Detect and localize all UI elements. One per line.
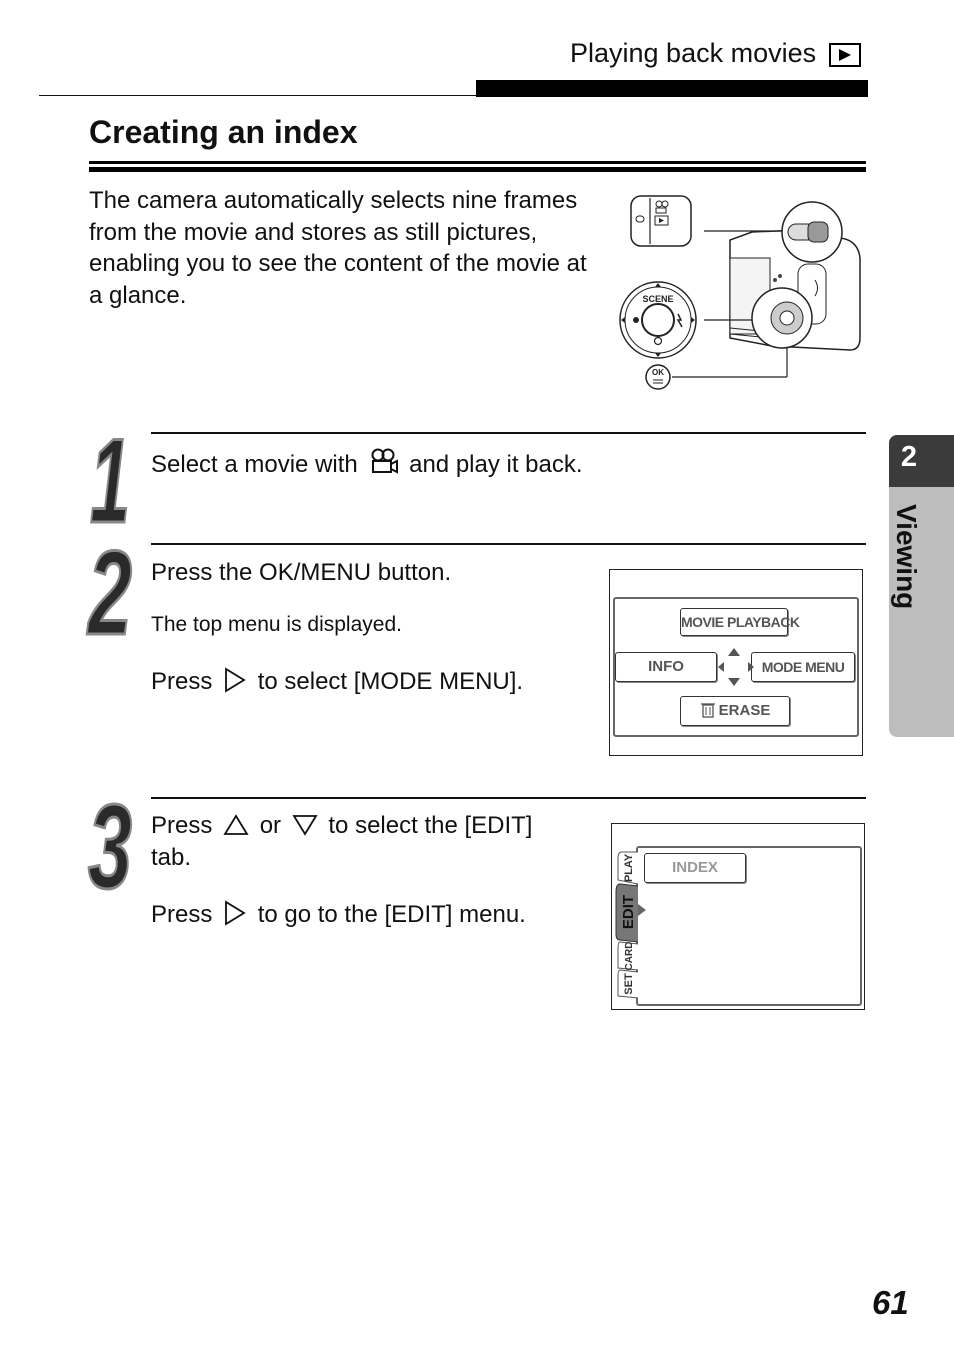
camera-body-icon <box>730 202 860 350</box>
step-3-rule <box>151 797 866 799</box>
intro-paragraph: The camera automatically selects nine frames from the movie and stores as still pictures, enabling you to see the content of the movie at a glance. <box>89 187 587 309</box>
step-1-text <box>151 448 583 479</box>
chapter-number: 2 <box>900 441 918 473</box>
step-number-text: 3 <box>88 780 132 914</box>
info-button[interactable]: INFO <box>615 652 717 682</box>
ok-button-icon <box>646 365 670 389</box>
step-3-press1-before: Press <box>151 812 213 839</box>
title-rule <box>89 167 866 172</box>
step-2-press <box>151 667 523 696</box>
chapter-label <box>888 500 932 720</box>
mode-switch-icon <box>631 196 691 246</box>
step-3-press2-after: to go to the [EDIT] menu. <box>257 901 526 928</box>
right-arrow-icon <box>223 667 247 693</box>
page-number: 61 <box>872 1284 909 1321</box>
erase-button[interactable] <box>680 696 790 726</box>
step-3-press1-or: or <box>259 812 282 839</box>
tab-pointer-icon <box>638 904 648 916</box>
step-number-text: 1 <box>90 414 130 548</box>
down-arrow-icon <box>292 813 318 837</box>
menu-tabs <box>614 850 642 1000</box>
step-2-rule <box>151 543 866 545</box>
playback-icon <box>829 43 861 67</box>
tab-edit: EDIT <box>620 894 637 930</box>
step-3-press2-before: Press <box>151 901 213 928</box>
chapter-label-text: Viewing <box>891 504 922 610</box>
right-arrow-icon <box>223 900 247 926</box>
step-2-sub: The top menu is displayed. <box>151 613 402 636</box>
header-bar <box>476 80 868 97</box>
erase-label: ERASE <box>718 702 771 719</box>
tab-card: CARD <box>624 941 635 971</box>
tab-play: PLAY <box>623 853 635 883</box>
step-2-press-after: to select [MODE MENU]. <box>257 668 524 695</box>
step-number-2 <box>82 526 138 660</box>
step-1-text-before: Select a movie with <box>151 451 358 478</box>
header-rule <box>39 95 477 96</box>
step-number-text: 2 <box>86 526 132 660</box>
ok-label: OK <box>652 368 664 377</box>
tab-set: SET <box>623 973 635 995</box>
step-1-text-after: and play it back. <box>409 451 583 478</box>
arrow-pad-icon <box>620 282 696 358</box>
camera-illustration <box>612 188 868 394</box>
movie-camera-icon <box>368 448 398 476</box>
section-title: Creating an index <box>89 114 358 150</box>
mode-menu-screen <box>611 823 865 1010</box>
title-rule <box>89 161 866 164</box>
movie-playback-button[interactable]: MOVIE PLAYBACK <box>680 608 788 636</box>
menu-arrows-icon <box>714 644 758 690</box>
step-3-press1 <box>151 812 532 840</box>
step-number-1 <box>82 414 138 548</box>
up-arrow-icon <box>223 813 249 837</box>
index-button[interactable]: INDEX <box>644 853 746 883</box>
step-1-rule <box>151 432 866 434</box>
step-3-press1-cont: tab. <box>151 844 192 871</box>
running-head: Playing back movies <box>570 38 817 68</box>
mode-menu-button[interactable]: MODE MENU <box>751 652 855 682</box>
step-3-press1-after: to select the [EDIT] <box>328 812 533 839</box>
trash-icon <box>700 700 716 718</box>
top-menu-screen <box>609 569 863 756</box>
step-2-press-before: Press <box>151 668 213 695</box>
step-number-3 <box>82 780 138 914</box>
step-2-main: Press the OK/MENU button. <box>151 559 452 586</box>
dial-label: SCENE <box>642 294 674 304</box>
step-3-press2 <box>151 900 526 929</box>
